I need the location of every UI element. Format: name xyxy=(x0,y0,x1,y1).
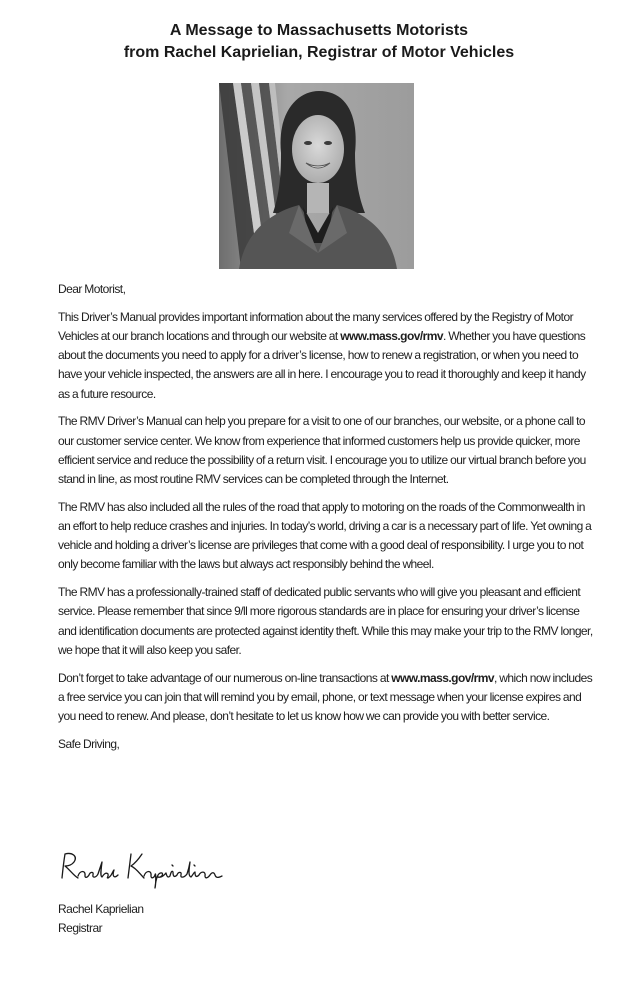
letter-greeting: Dear Motorist, xyxy=(58,282,126,296)
letter-paragraph-5 xyxy=(58,669,598,727)
letter-paragraph-4: The RMV has a professionally-trained staff of dedicated public servants who will give you pleasant and efficient service. Please remember that since 9/ll more rigorous standards are in place for ensuring your driver’s license and identification documents are protected against identity theft. While this may make your trip to the RMV longer, we hope that it will also keep you safer. xyxy=(58,585,593,657)
page-title xyxy=(0,20,638,64)
signer-name: Rachel Kaprielian xyxy=(58,902,144,916)
letter-paragraph-1 xyxy=(58,308,598,404)
letter-paragraph-2: The RMV Driver’s Manual can help you prepare for a visit to one of our branches, our website, or a phone call to our customer service center. We know from experience that informed customers help us provide quicker, more efficient service and reduce the possibility of a return visit. I encourage you to utilize our virtual branch before you stand in line, as most routine RMV services can be completed through the Internet. xyxy=(58,414,586,487)
letter-body xyxy=(58,280,598,763)
portrait-photo-icon xyxy=(219,83,414,269)
signer-block xyxy=(58,900,144,938)
registrar-portrait xyxy=(219,83,414,269)
rmv-website-link[interactable]: www.mass.gov/rmv xyxy=(340,329,444,343)
handwritten-signature xyxy=(56,848,236,890)
paragraph-1-text-b: . Whether you have questions about the documents you need to apply for a driver’s license, how to renew a registration, or when you need to have your vehicle inspected, the answers are all in here. I encourage you to read it thoroughly and keep it handy as a future resource. xyxy=(58,329,586,401)
paragraph-1-text-a: This Driver’s Manual provides important information about the many services offered by the Registry of Motor Vehicles at our branch locations and through our website at xyxy=(58,309,574,343)
signature-icon xyxy=(56,848,236,890)
paragraph-5-text-a: Don’t forget to take advantage of our numerous on-line transactions at xyxy=(58,670,392,685)
rmv-website-link-2[interactable]: www.mass.gov/rmv xyxy=(391,670,495,685)
title-line-2: from Rachel Kaprielian, Registrar of Motor Vehicles xyxy=(123,44,515,61)
paragraph-5-text-b: , which now includes a free service you can join that will remind you by email, phone, or text message when your license expires and you need to renew. And please, don’t hesitate to let us know how we can provide you with better service. xyxy=(58,670,593,724)
letter-paragraph-3: The RMV has also included all the rules of the road that apply to motoring on the roads of the Commonwealth in an effort to help reduce crashes and injuries. In today’s world, driving a car is a necessary part of life. Yet owning a vehicle and holding a driver’s license are privileges that come with a good deal of responsibility. I urge you to not only become familiar with the laws but always act responsibly behind the wheel. xyxy=(58,499,592,572)
title-line-1: A Message to Massachusetts Motorists xyxy=(169,22,469,39)
signer-title: Registrar xyxy=(58,921,103,935)
letter-closing: Safe Driving, xyxy=(58,736,120,751)
